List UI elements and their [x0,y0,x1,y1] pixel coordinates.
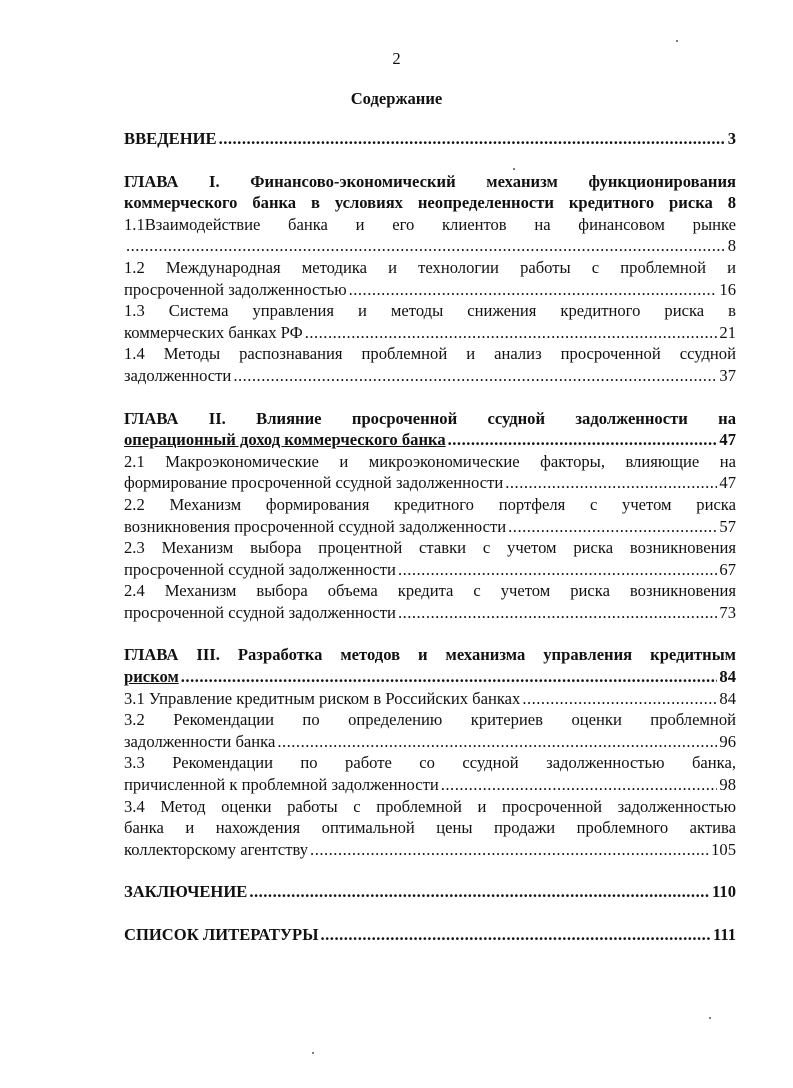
toc-section-3-2[interactable] [124,709,736,752]
page-title: Содержание [350,89,443,108]
toc-entry-references[interactable] [124,924,736,946]
toc-section-title-line: 2.2 Механизм формирования кредитного портфеля с учетом риска [124,494,736,514]
toc-section-title-line: задолженности банка [124,731,276,751]
toc-section-title-line: причисленной к проблемной задолженности [124,775,439,795]
dot-leader [310,839,709,861]
toc-section-title-line: 1.1Взаимодействие банка и его клиентов на финансовом рынке [124,214,736,234]
toc-page-number: 84 [719,688,736,708]
toc-page-number: 105 [711,839,736,859]
toc-section-title-line: 1.3 Система управления и методы снижения кредитного риска в [124,301,736,321]
toc-page-number: 47 [719,430,736,450]
dot-leader [305,322,718,344]
scan-speck [312,1052,314,1054]
dot-leader [249,881,710,903]
toc-section-1-3[interactable] [124,300,736,343]
dot-leader [181,666,718,688]
toc-section-3-3[interactable] [124,752,736,795]
toc-page-number: 47 [719,473,736,493]
toc-section-title-line: 3.1 Управление кредитным риском в Российских банках [124,688,521,708]
toc-entry-conclusion[interactable] [124,881,736,903]
toc-section-title-line: 3.2 Рекомендации по определению критериев оценки проблемной [124,710,736,730]
dot-leader [398,602,717,624]
toc-chapter-title-line: риском [124,667,179,687]
toc-chapter-title-line: ГЛАВА I. Финансово-экономический механизм функционирования [124,171,736,191]
dot-leader [277,731,717,753]
toc-section-title-line: возникновения просроченной ссудной задолженности [124,516,507,536]
dot-leader [508,516,717,538]
toc-chapter-1[interactable] [124,171,736,214]
toc-section-title-line: 2.1 Макроэкономические и микроэкономические факторы, влияющие на [124,451,736,471]
toc-page-number: 16 [719,279,736,299]
scan-speck [709,1017,711,1019]
toc-section-title-line: просроченной задолженностью [124,279,347,299]
dot-leader [398,559,717,581]
scan-speck [513,168,515,170]
dot-leader [441,774,718,796]
toc-section-2-2[interactable] [124,494,736,537]
scan-speck [676,40,678,42]
toc-chapter-title-line: коммерческого банка в условиях неопределенности кредитного риска 8 [124,193,736,213]
dot-leader [522,688,717,710]
toc-page-number: 98 [719,775,736,795]
toc-section-title-line: 2.3 Механизм выбора процентной ставки с учетом риска возникновения [124,538,736,558]
toc-page-number: 3 [727,129,736,148]
dot-leader [448,429,718,451]
toc-entry-title: ВВЕДЕНИЕ [124,129,217,148]
toc-entry-title: СПИСОК ЛИТЕРАТУРЫ [124,925,319,944]
toc-section-title-line: формирование просроченной ссудной задолженности [124,473,504,493]
toc-section-title-line: 1.4 Методы распознавания проблемной и анализ просроченной ссудной [124,344,736,364]
page-number: 2 [392,49,401,68]
toc-page-number: 84 [719,667,736,687]
toc-page-number: 110 [712,882,736,902]
toc-page-number: 8 [727,236,736,256]
toc-section-1-2[interactable] [124,257,736,300]
dot-leader [349,279,718,301]
toc-section-title-line: задолженности [124,365,232,385]
toc-section-title-line: коммерческих банках РФ [124,322,303,342]
toc-section-2-1[interactable] [124,451,736,494]
toc-section-1-1[interactable] [124,214,736,257]
toc-section-2-3[interactable] [124,537,736,580]
toc-chapter-title-line: операционный доход коммерческого банка [124,430,446,450]
toc-section-title-line: 1.2 Международная методика и технологии работы с проблемной и [124,257,736,277]
toc-section-2-4[interactable] [124,580,736,623]
toc-page-number: 96 [719,731,736,751]
dot-leader [233,365,717,387]
toc-page-number: 37 [719,365,736,385]
dot-leader [126,235,726,257]
toc-section-title-line: просроченной ссудной задолженности [124,559,396,579]
toc-page-number: 21 [719,322,736,342]
toc-section-title-line: 2.4 Механизм выбора объема кредита с учетом риска возникновения [124,581,736,601]
toc-section-title-line: 3.3 Рекомендации по работе со ссудной задолженностью банка, [124,753,736,773]
toc-page-number: 67 [719,559,736,579]
toc-entry-title: ЗАКЛЮЧЕНИЕ [124,882,248,902]
dot-leader [505,472,717,494]
toc-section-1-4[interactable] [124,343,736,386]
toc-page-number: 57 [719,516,736,536]
toc-entry-introduction[interactable] [124,128,736,150]
toc-section-title-line: коллекторскому агентству [124,839,309,859]
toc-section-title-line: банка и нахождения оптимальной цены продажи проблемного актива [124,818,736,838]
toc-page-number: 111 [712,925,736,944]
toc-section-title-line: 3.4 Метод оценки работы с проблемной и просроченной задолженностью [124,796,736,816]
dot-leader [321,924,711,946]
toc-chapter-2[interactable] [124,408,736,451]
toc-section-3-1[interactable] [124,688,736,710]
toc-chapter-title-line: ГЛАВА II. Влияние просроченной ссудной задолженности на [124,408,736,428]
toc-section-3-4[interactable] [124,796,736,861]
toc-chapter-3[interactable] [124,644,736,687]
toc-section-title-line: просроченной ссудной задолженности [124,602,396,622]
toc-page-number: 73 [719,602,736,622]
dot-leader [219,128,726,150]
toc-chapter-title-line: ГЛАВА III. Разработка методов и механизма управления кредитным [124,645,736,665]
table-of-contents [124,128,736,946]
